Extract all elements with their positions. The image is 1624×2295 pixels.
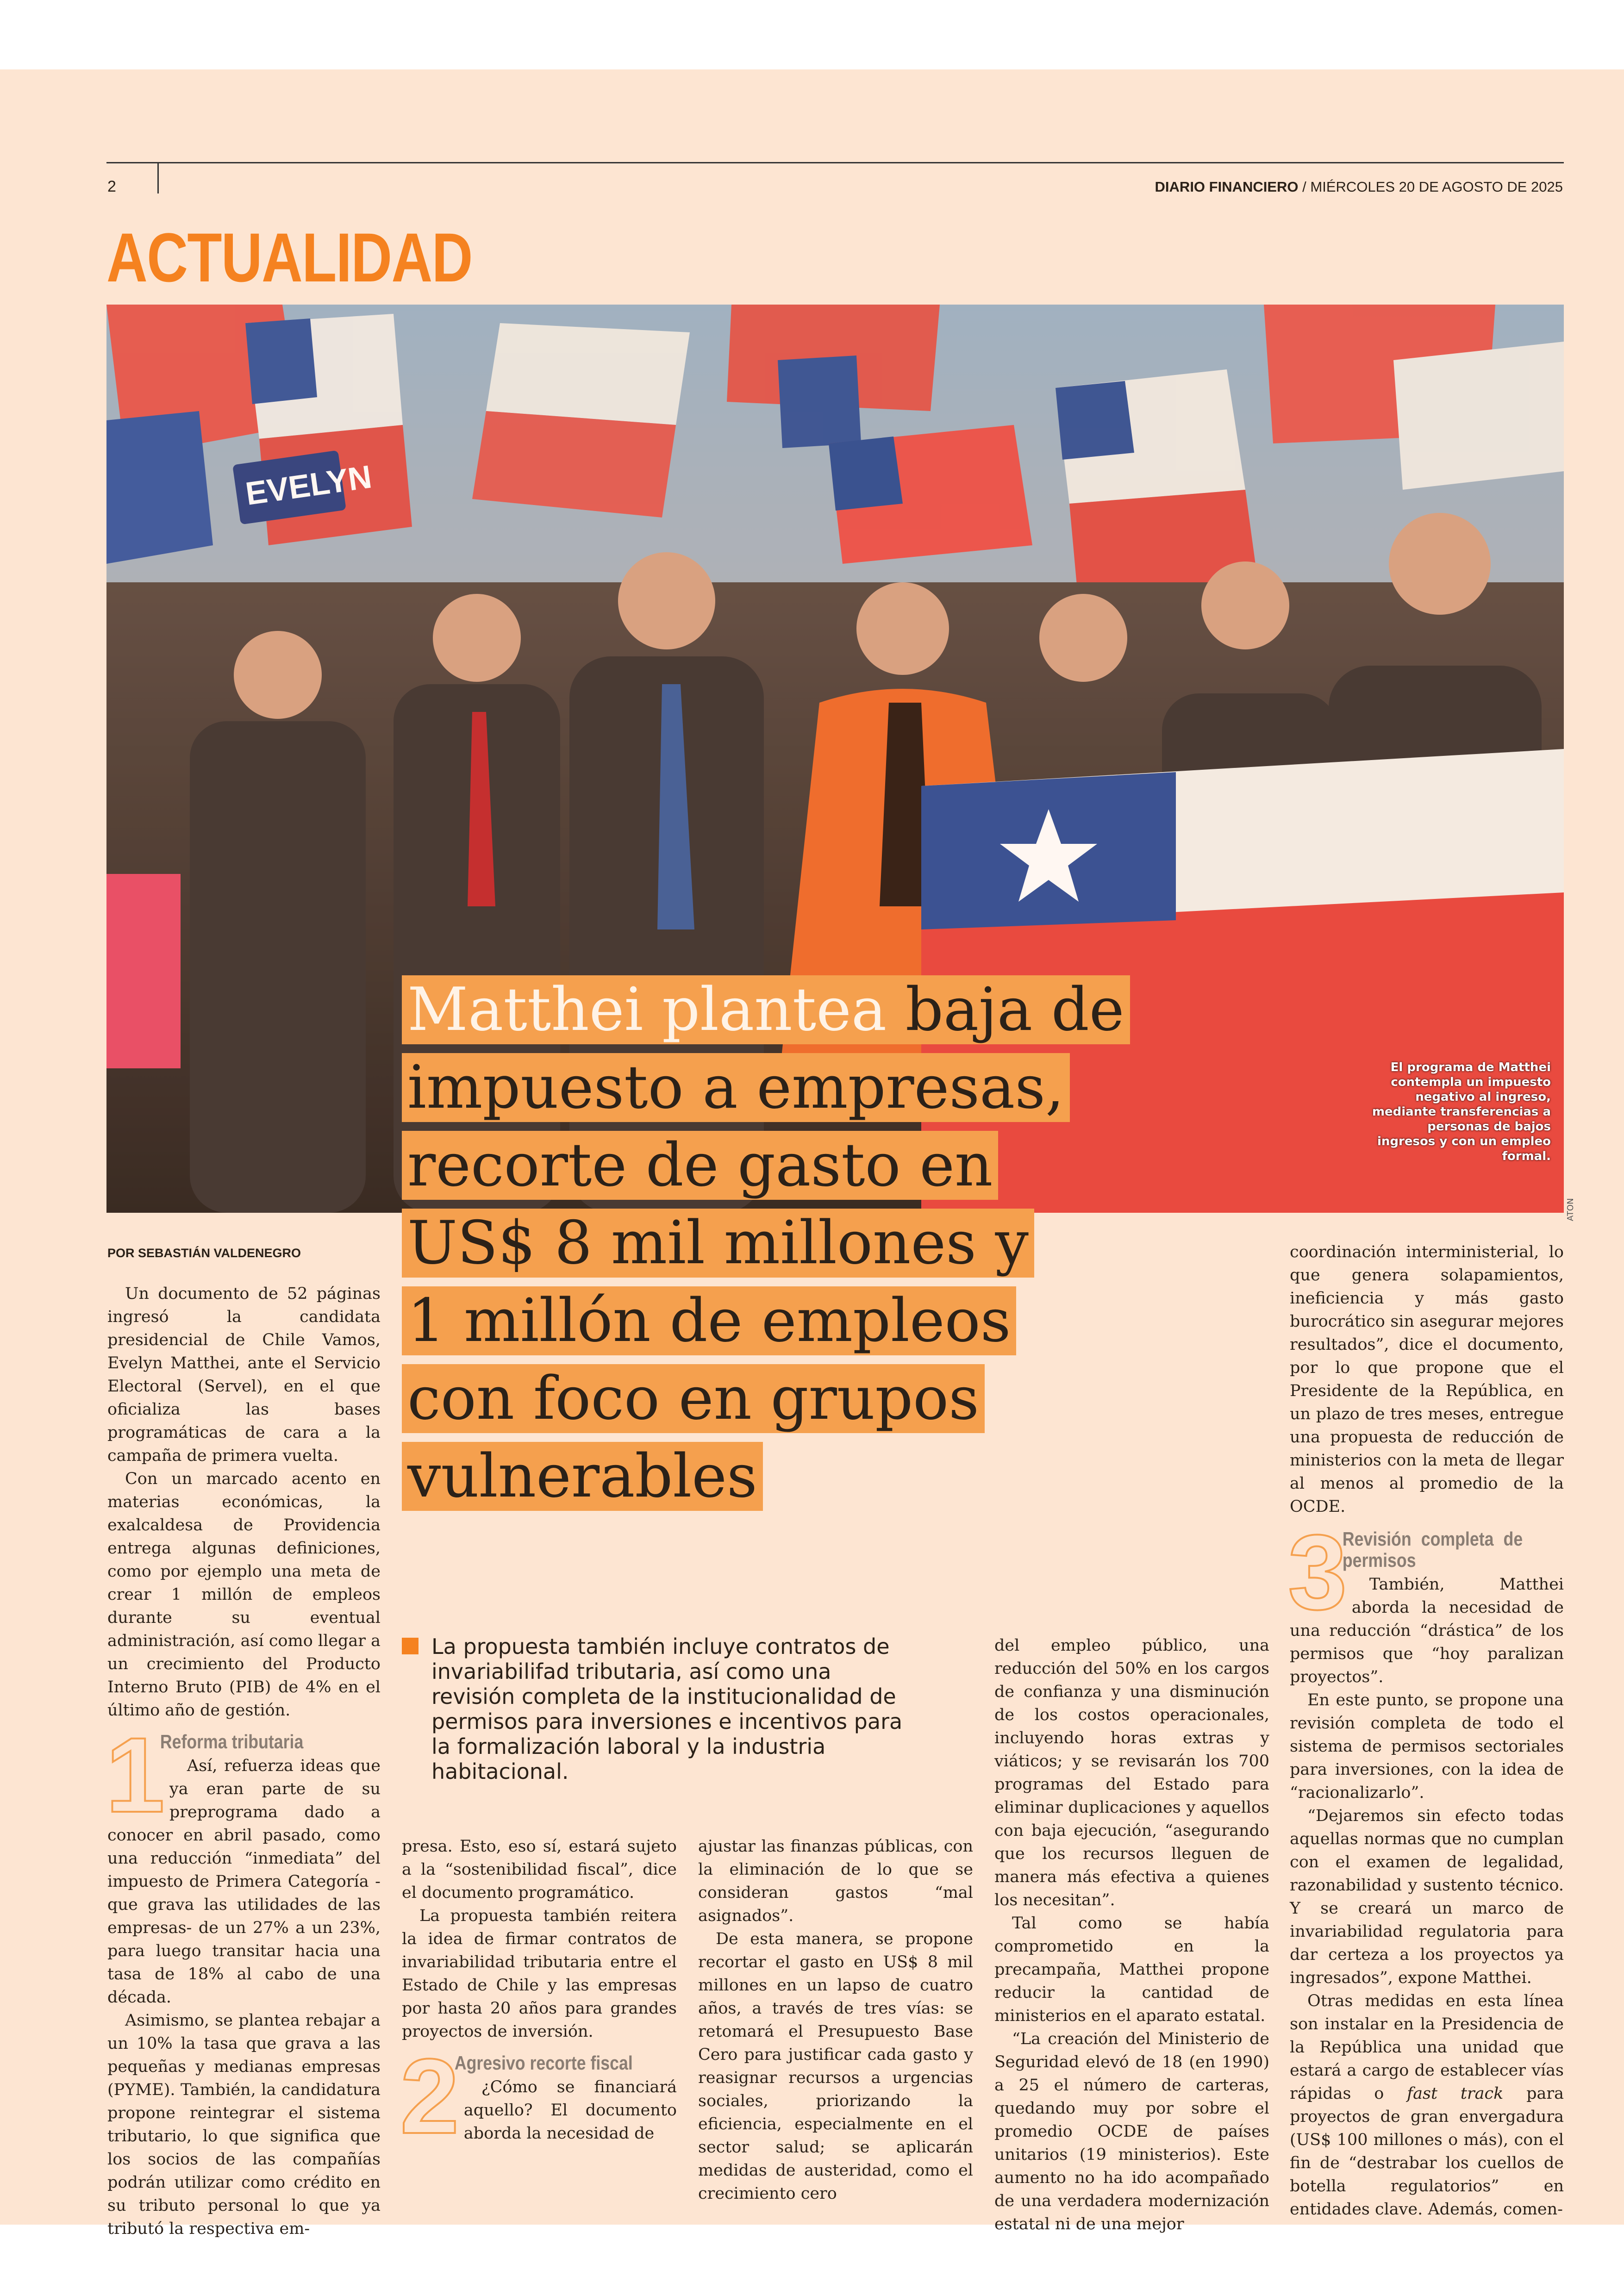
body-paragraph: También, Matthei aborda la necesidad de una reducción “drástica” de los permisos que “hoy paralizan proyectos”. — [1290, 1575, 1564, 1686]
body-paragraph: Con un marcado acento en materias económicas, la exalcaldesa de Providencia entrega algunas definiciones, como por ejemplo una meta de crear 1 millón de empleos durante su eventual administración, así como llegar a un crecimiento del Producto Interno Bruto (PIB) de 4% en el último año de gestión. — [107, 1470, 381, 1720]
subsection-title-3: Revisión completa de permisos — [1342, 1528, 1523, 1571]
headline-line-6: con foco en grupos — [402, 1364, 985, 1433]
subsection-title-2: Agresivo recorte fiscal — [454, 2052, 633, 2074]
headline-line-5: 1 millón de empleos — [402, 1286, 1016, 1355]
body-paragraph: “La creación del Ministerio de Seguridad elevó de 18 (en 1990) a 25 el número de carteras, quedando muy por sobre el promedio OCDE de países unitarios (19 ministerios). Este aumento no ha ido acompañado de una verdadera modernización estatal ni de una mejor — [994, 2030, 1269, 2233]
subsection-1 — [106, 1715, 381, 2009]
body-paragraph: Así, refuerza ideas que ya eran parte de su preprograma dado a conocer en abril pasado, como una reducción “inmediata” del impuesto de Primera Categoría -que grava las utilidades de las empresas- de un 27% a un 23%, para luego transitar hacia una tasa de 18% al cabo de una década. — [107, 1757, 381, 2007]
headline-line-2: impuesto a empresas, — [402, 1053, 1070, 1122]
body-paragraph: ajustar las finanzas públicas, con la eliminación de lo que se consideran gastos “mal asignados”. — [698, 1837, 973, 1925]
headline-line-3: recorte de gasto en — [402, 1131, 998, 1200]
subsection-2 — [400, 2037, 677, 2156]
headline-line-1 — [402, 975, 1130, 1044]
header-rule — [106, 162, 1564, 163]
top-margin — [0, 0, 1624, 69]
body-paragraph: “Dejaremos sin efecto todas aquellas normas que no cumplan con el examen de legalidad, razonabilidad y sustento técnico. Y se creará un marco de invariabilidad regulatoria para dar certeza a los proyectos ya ingresados”, expone Matthei. — [1290, 1807, 1564, 1987]
column-2 — [400, 1835, 677, 2156]
publication-date: / MIÉRCOLES 20 DE AGOSTO DE 2025 — [1302, 179, 1563, 195]
section-number-2: 2 — [400, 2037, 459, 2156]
publication-name: DIARIO FINANCIERO — [1155, 179, 1299, 195]
subsection-title-1: Reforma tributaria — [160, 1731, 304, 1752]
body-paragraph: En este punto, se propone una revisión completa de todo el sistema de permisos sectoriales para inversiones, con la idea de “racionalizarlo”. — [1290, 1691, 1564, 1802]
body-paragraph: coordinación interministerial, lo que genera solapamientos, ineficiencia y más gasto burocrático sin asegurar mejores resultados”, dice el documento, por lo que propone que el Presidente de la República, en un plazo de tres meses, entregue una propuesta de reducción de ministerios con la meta de llegar al menos al promedio de la OCDE. — [1290, 1243, 1564, 1516]
photo-credit: ATON — [1566, 1198, 1575, 1221]
subsection-3 — [1288, 1513, 1564, 1689]
deck-text: La propuesta también incluye contratos de invariabilifad tributaria, así como una revisión completa de la institucionalidad de permisos para inversiones e incentivos para la formalización laboral y la industria habitacional. — [431, 1634, 903, 1784]
body-paragraph: De esta manera, se propone recortar el gasto en US$ 8 mil millones en un lapso de cuatro años, a través de tres vías: se retomará el Presupuesto Base Cero para justificar cada gasto y reasignar recursos a urgencias sociales, priorizando la eficiencia, especialmente en el sector salud; se aplicarán medidas de austeridad, como el crecimiento cero — [698, 1930, 973, 2203]
article-deck — [402, 1634, 920, 1784]
body-text: para proyectos de gran envergadura (US$ 100 millones o más), con el fin de “destrabar los cuellos de botella regulatorios” en entidades clave. Además, comen- — [1290, 2084, 1564, 2219]
headline-line-1-rest: baja de — [887, 975, 1124, 1044]
body-paragraph: del empleo público, una reducción del 50% en los cargos de confianza y una disminución de los costos operacionales, incluyendo horas extras y viáticos; y se revisarán los 700 programas del Estado para eliminar duplicaciones y aquellos con baja ejecución, “asegurando que los recursos lleguen de manera más efectiva a quienes los necesitan”. — [994, 1636, 1269, 1909]
body-paragraph: ¿Cómo se financiará aquello? El documento aborda la necesidad de — [463, 2078, 677, 2143]
body-text-italic: fast track — [1407, 2084, 1504, 2103]
headline-highlight: Matthei plantea — [407, 975, 887, 1044]
photo-caption: El programa de Matthei contempla un impuesto negativo al ingreso, mediante transferencias a personas de bajos ingresos y con un empleo formal. — [1372, 1060, 1551, 1163]
body-paragraph: Un documento de 52 páginas ingresó la candidata presidencial de Chile Vamos, Evelyn Matthei, ante el Servicio Electoral (Servel), en el que oficializa las bases programáticas de cara a la campaña de primera vuelta. — [107, 1285, 381, 1465]
body-paragraph: Asimismo, se plantea rebajar a un 10% la tasa que grava a las pequeñas y medianas empresas (PYME). También, la candidatura propone reintegrar el sistema tributario, lo que significa que los socios de las compañías podrán utilizar como crédito en su tributo personal lo que ya tributó la respectiva em- — [107, 2011, 381, 2238]
page-number: 2 — [107, 178, 116, 195]
byline: POR SEBASTIÁN VALDENEGRO — [107, 1246, 301, 1260]
column-1 — [107, 1282, 381, 2240]
body-paragraph: Tal como se había comprometido en la precampaña, Matthei propone reducir la cantidad de ministerios en el aparato estatal. — [994, 1914, 1269, 2025]
column-4 — [994, 1634, 1269, 2236]
body-text: Otras medidas en esta línea son instalar en la Presidencia de la República una unidad que estará a cargo de establecer vías rápidas o — [1290, 1992, 1564, 2103]
folio-divider — [157, 163, 159, 193]
headline-line-7: vulnerables — [402, 1442, 763, 1511]
column-5 — [1290, 1241, 1564, 2221]
section-number-1: 1 — [106, 1715, 165, 1834]
body-paragraph: La propuesta también reitera la idea de firmar contratos de invariabilidad tributaria entre el Estado de Chile y las empresas por hasta 20 años para grandes proyectos de inversión. — [402, 1907, 677, 2041]
column-3 — [698, 1835, 973, 2205]
section-title: ACTUALIDAD — [106, 218, 472, 296]
section-number-3: 3 — [1288, 1513, 1347, 1632]
headline-line-4: US$ 8 mil millones y — [402, 1209, 1034, 1278]
sign-text: EVELYN — [243, 458, 374, 512]
body-paragraph: presa. Esto, eso sí, estará sujeto a la “sostenibilidad fiscal”, dice el documento programático. — [402, 1837, 677, 1902]
body-paragraph — [1290, 1989, 1564, 2221]
deck-bullet-icon — [402, 1638, 418, 1654]
publication-line — [1155, 179, 1563, 195]
headline — [402, 971, 1281, 1515]
